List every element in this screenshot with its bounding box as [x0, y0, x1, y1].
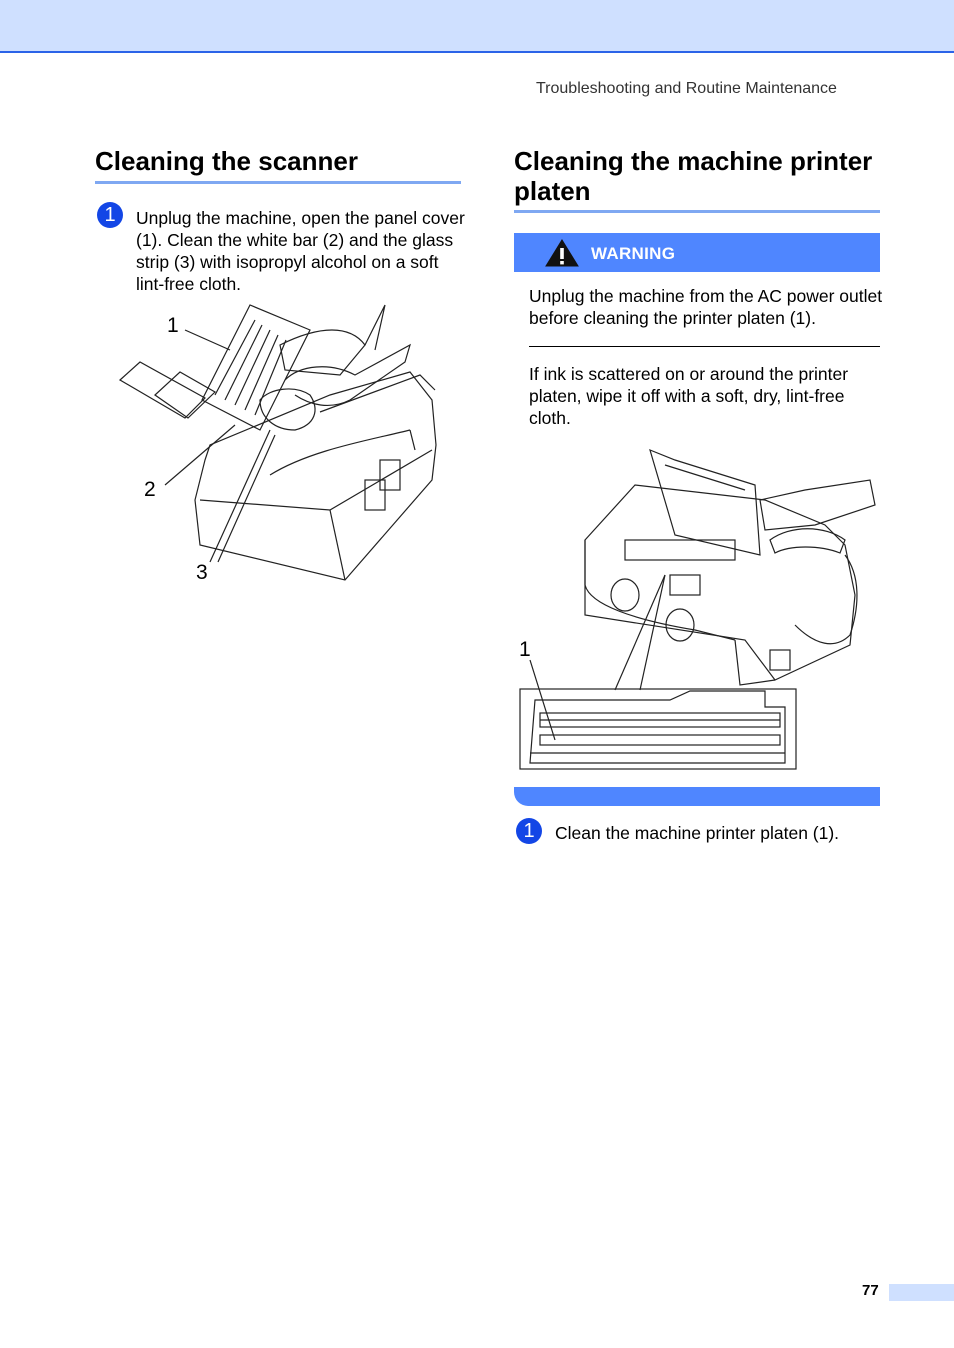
scanner-illustration [110, 300, 450, 585]
section-title-scanner: Cleaning the scanner [95, 146, 358, 176]
callout-1: 1 [167, 314, 179, 337]
step-number-badge: 1 [516, 818, 542, 844]
platen-illustration [515, 445, 885, 775]
warning-text: Unplug the machine from the AC power outlet before cleaning the printer platen (1). [529, 286, 883, 328]
warning-banner [514, 233, 880, 272]
step-text: Unplug the machine, open the panel cover (1). Clean the white bar (2) and the glass strip (3) with isopropyl alcohol on a soft lint-free cloth. [136, 208, 465, 294]
step-text: Clean the machine printer platen (1). [555, 823, 840, 843]
top-header-band [0, 0, 954, 53]
callout-3: 3 [196, 561, 208, 584]
callout-1: 1 [519, 638, 531, 661]
callout-2: 2 [144, 478, 156, 501]
warning-end-bar [514, 787, 880, 806]
warning-label: WARNING [591, 244, 676, 263]
section-rule [95, 181, 461, 184]
info-text: If ink is scattered on or around the printer platen, wipe it off with a soft, dry, lint-free cloth. [529, 364, 849, 428]
page-tab [889, 1284, 954, 1301]
divider-line [529, 346, 880, 347]
page-number: 77 [862, 1282, 879, 1299]
section-rule [514, 210, 880, 213]
section-title-platen: Cleaning the machine printer platen [514, 146, 873, 206]
warning-triangle-icon [545, 239, 579, 267]
step-number-badge: 1 [97, 202, 123, 228]
running-head: Troubleshooting and Routine Maintenance [536, 80, 837, 97]
